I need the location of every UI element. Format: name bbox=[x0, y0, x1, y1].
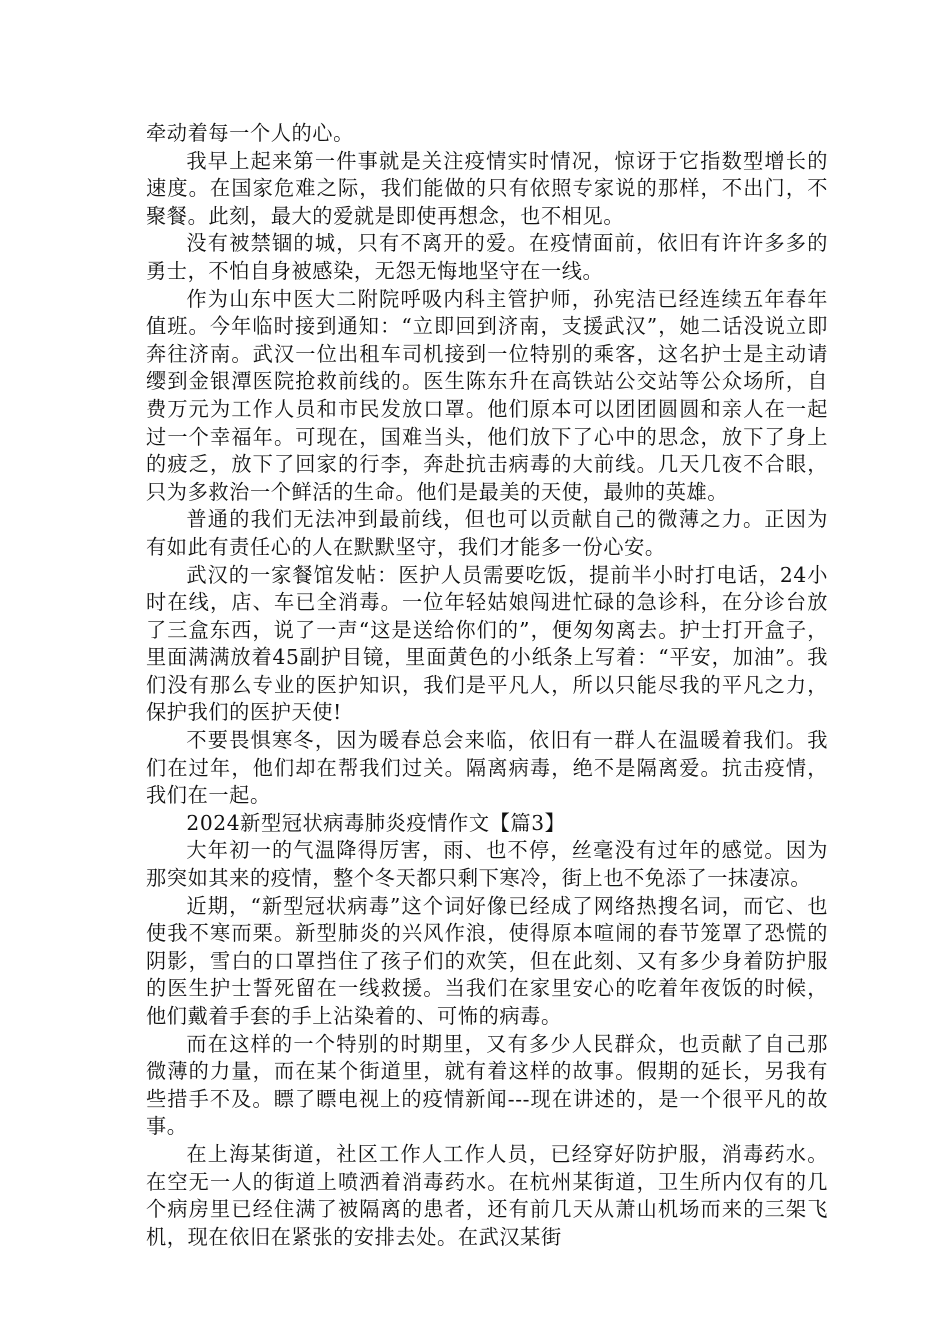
paragraph: 在上海某街道，社区工作人工作人员，已经穿好防护服，消毒药水。在空无一人的街道上喷洒着消毒药水。在杭州某街道，卫生所内仅有的几个病房里已经住满了被隔离的患者，还有前几天从萧山机场而来的三架飞机，现在依旧在紧张的安排去处。在武汉某街 bbox=[146, 1141, 828, 1249]
paragraph: 没有被禁锢的城，只有不离开的爱。在疫情面前，依旧有许许多多的勇士，不怕自身被感染，无怨无悔地坚守在一线。 bbox=[146, 231, 828, 283]
paragraph: 武汉的一家餐馆发帖：医护人员需要吃饭，提前半小时打电话，24小时在线，店、车已全消毒。一位年轻姑娘闯进忙碌的急诊科，在分诊台放了三盒东西，说了一声“这是送给你们的”，便匆匆离去。护士打开盒子，里面满满放着45副护目镜，里面黄色的小纸条上写着：“平安，加油”。我们没有那么专业的医护知识，我们是平凡人，所以只能尽我的平凡之力，保护我们的医护天使! bbox=[146, 562, 828, 725]
section-heading: 2024新型冠状病毒肺炎疫情作文【篇3】 bbox=[186, 810, 566, 835]
paragraph: 不要畏惧寒冬，因为暖春总会来临，依旧有一群人在温暖着我们。我们在过年，他们却在帮我们过关。隔离病毒，绝不是隔离爱。抗击疫情，我们在一起。 bbox=[146, 728, 828, 808]
paragraph: 普通的我们无法冲到最前线，但也可以贡献自己的微薄之力。正因为有如此有责任心的人在默默坚守，我们才能多一份心安。 bbox=[146, 507, 828, 559]
paragraph: 而在这样的一个特别的时期里，又有多少人民群众，也贡献了自己那微薄的力量，而在某个街道里，就有着这样的故事。假期的延长，另我有些措手不及。瞟了瞟电视上的疫情新闻---现在讲述的，是一个很平凡的故事。 bbox=[146, 1031, 828, 1139]
paragraph: 我早上起来第一件事就是关注疫情实时情况，惊讶于它指数型增长的速度。在国家危难之际，我们能做的只有依照专家说的那样，不出门，不聚餐。此刻，最大的爱就是即使再想念，也不相见。 bbox=[146, 148, 828, 228]
paragraph: 大年初一的气温降得厉害，雨、也不停，丝毫没有过年的感觉。因为那突如其来的疫情，整个冬天都只剩下寒冷，街上也不免添了一抹凄凉。 bbox=[146, 838, 828, 891]
document-page bbox=[146, 120, 828, 1251]
paragraph: 牵动着每一个人的心。 bbox=[146, 121, 354, 145]
paragraph: 近期，“新型冠状病毒”这个词好像已经成了网络热搜名词，而它、也使我不寒而栗。新型肺炎的兴风作浪，使得原本喧闹的春节笼罩了恐慌的阴影，雪白的口罩挡住了孩子们的欢笑，但在此刻、又有多少身着防护服的医生护士誓死留在一线救援。当我们在家里安心的吃着年夜饭的时候，他们戴着手套的手上沾染着的、可怖的病毒。 bbox=[146, 893, 828, 1028]
paragraph: 作为山东中医大二附院呼吸内科主管护师，孙宪洁已经连续五年春年值班。今年临时接到通知：“立即回到济南，支援武汉”，她二话没说立即奔往济南。武汉一位出租车司机接到一位特别的乘客，这名护士是主动请缨到金银潭医院抢救前线的。医生陈东升在高铁站公交站等公众场所，自费万元为工作人员和市民发放口罩。他们原本可以团团圆圆和亲人在一起过一个幸福年。可现在，国难当头，他们放下了心中的思念，放下了身上的疲乏，放下了回家的行李，奔赴抗击病毒的大前线。几天几夜不合眼，只为多救治一个鲜活的生命。他们是最美的天使，最帅的英雄。 bbox=[146, 286, 828, 504]
